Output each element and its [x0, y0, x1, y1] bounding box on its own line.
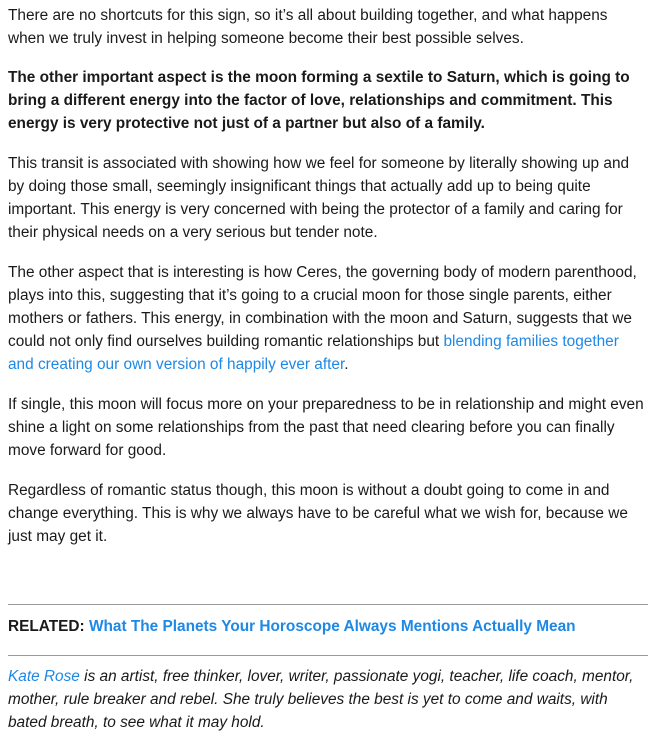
paragraph-moon-sextile-saturn: The other important aspect is the moon forming a sextile to Saturn, which is going to bring a different energy into the factor of love, relationships and commitment. This energy is very protective not just of a partner but also of a family. — [8, 69, 630, 132]
author-name-link[interactable]: Kate Rose — [8, 668, 80, 685]
divider-bottom — [8, 655, 648, 656]
paragraph-transit-protector: This transit is associated with showing how we feel for someone by literally showing up and by doing those small, seemingly insignificant things that actually add up to being quite important. This energy is very concerned with being the protector of a family and caring for their physical needs on a very serious but tender note. — [8, 155, 630, 241]
related-line — [8, 615, 648, 638]
related-article-link[interactable]: What The Planets Your Horoscope Always Mentions Actually Mean — [88, 618, 576, 635]
blending-families-link[interactable]: blending families together and creating our own version of happily ever after — [8, 333, 619, 373]
related-label: RELATED: — [8, 618, 85, 635]
paragraph-if-single: If single, this moon will focus more on your preparedness to be in relationship and might even shine a light on some relationships from the past that need clearing before you can finally move forward for good. — [8, 396, 644, 459]
author-bio — [8, 665, 648, 734]
author-bio-text: is an artist, free thinker, lover, writer, passionate yogi, teacher, life coach, mentor, mother, rule breaker and rebel. She truly believes the best is yet to come and waits, with bated breath, to see what it may hold. — [8, 668, 634, 731]
paragraph-ceres-parenthood — [8, 261, 648, 376]
ceres-text: The other aspect that is interesting is how Ceres, the governing body of modern parenthood, plays into this, suggesting that it’s going to a crucial moon for those single parents, either mothers or fathers. This energy, in combination with the moon and Saturn, suggests that we could not only find ourselves building romantic relationships but — [8, 264, 637, 350]
divider-top — [8, 604, 648, 605]
paragraph-regardless: Regardless of romantic status though, this moon is without a doubt going to come in and change everything. This is why we always have to be careful what we wish for, because we just may get it. — [8, 482, 628, 545]
ceres-text-end: . — [344, 356, 349, 373]
paragraph-shortcuts: There are no shortcuts for this sign, so it’s all about building together, and what happens when we truly invest in helping someone become their best possible selves. — [8, 7, 608, 47]
